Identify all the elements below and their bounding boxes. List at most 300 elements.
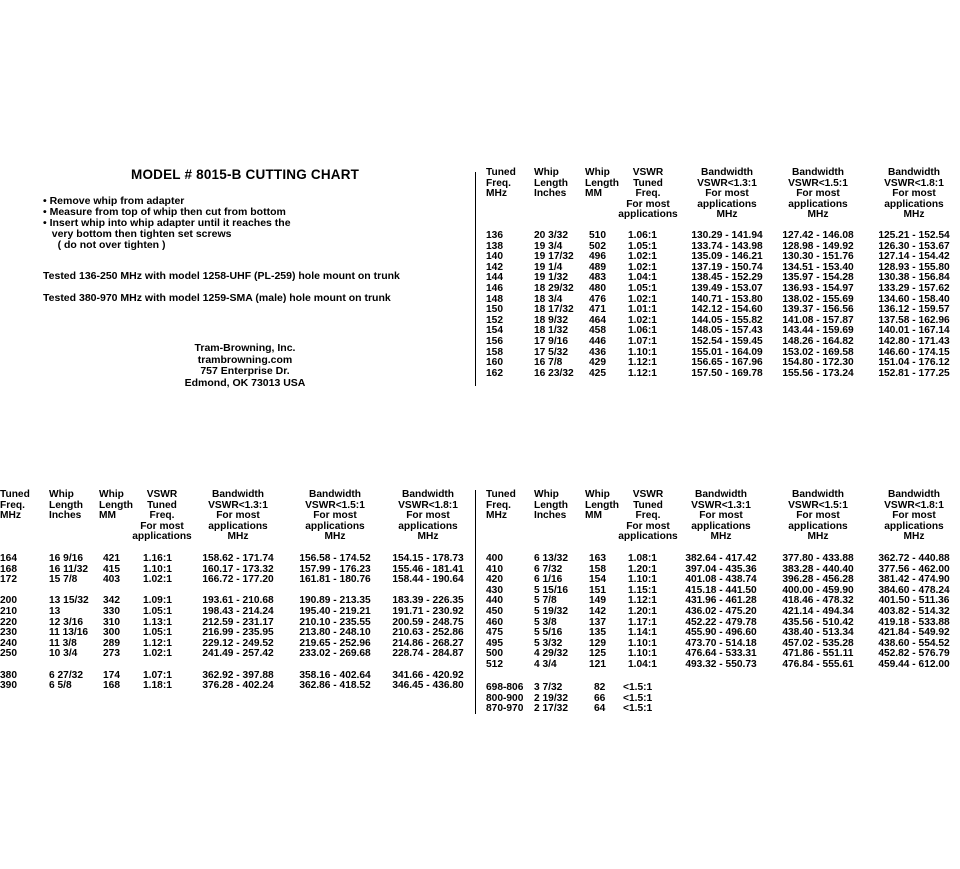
- column-bw15: [773, 554, 863, 671]
- table-cell: 476.64 - 533.31: [685, 648, 757, 660]
- table-cell: 1.02:1: [628, 251, 657, 263]
- table-cell: 82: [594, 682, 606, 693]
- table-cell: [103, 660, 120, 671]
- table-cell: 15 7/8: [49, 574, 78, 586]
- column-length-in: [534, 554, 568, 671]
- table-cell: 135: [589, 627, 606, 639]
- table-cell: [383, 660, 473, 671]
- column-bw15: [773, 231, 863, 379]
- table-cell: 2 17/32: [534, 703, 568, 715]
- table-cell: 142.80 - 171.43: [878, 335, 950, 347]
- table-cell: 195.40 - 219.21: [299, 605, 371, 617]
- table-cell: 400: [486, 553, 503, 564]
- table-cell: 512: [486, 658, 503, 670]
- table-cell: 148.26 - 164.82: [782, 335, 854, 347]
- table-cell: 19 17/32: [534, 251, 574, 263]
- table-cell: 134.51 - 153.40: [782, 261, 854, 273]
- header-vswr: VSWR Tuned Freq. For most applications: [618, 489, 678, 543]
- header-bw18: Bandwidth VSWR<1.8:1 For most applications MHz: [884, 167, 944, 221]
- address-line: trambrowning.com: [197, 353, 293, 366]
- table-cell: 1.10:1: [628, 346, 657, 358]
- table-cell: 174: [103, 669, 120, 681]
- table-cell: 142: [486, 261, 503, 273]
- table-cell: 1.07:1: [628, 335, 657, 347]
- table-cell: 341.66 - 420.92: [392, 669, 464, 681]
- table-cell: 128.98 - 149.92: [782, 240, 854, 252]
- table-cell: 5 19/32: [534, 605, 568, 617]
- table-cell: 152.81 - 177.25: [878, 367, 950, 379]
- table-cell: 151: [589, 584, 606, 596]
- divider-top: [475, 172, 476, 386]
- table-cell: 142.12 - 154.60: [691, 304, 763, 316]
- table-cell: 330: [103, 605, 120, 617]
- table-cell: 3 7/32: [534, 682, 563, 693]
- table-cell: 155.56 - 173.24: [782, 367, 854, 379]
- column-vswr-extra: [623, 683, 652, 715]
- table-cell: 1.12:1: [143, 637, 172, 649]
- table-cell: 16 7/8: [534, 357, 563, 369]
- table-cell: 229.12 - 249.52: [202, 637, 274, 649]
- table-cell: 17 5/32: [534, 346, 568, 358]
- table-cell: 446: [589, 335, 606, 347]
- table-cell: 415.18 - 441.50: [685, 584, 757, 596]
- table-cell: 127.42 - 146.08: [782, 230, 854, 241]
- table-cell: 436.02 - 475.20: [685, 605, 757, 617]
- table-cell: 148: [486, 293, 503, 305]
- table-cell: 1.20:1: [628, 605, 657, 617]
- table-cell: 430: [486, 584, 503, 596]
- table-cell: 172: [0, 574, 17, 586]
- table-cell: 425: [589, 367, 606, 379]
- table-cell: 1.07:1: [143, 669, 172, 681]
- table-cell: 471: [589, 304, 606, 316]
- table-cell: 476.84 - 555.61: [782, 658, 854, 670]
- table-cell: 198.43 - 214.24: [202, 605, 274, 617]
- table-cell: 1.16:1: [143, 553, 172, 564]
- table-cell: 1.02:1: [628, 314, 657, 326]
- table-cell: 420: [486, 574, 503, 586]
- table-cell: 18 3/4: [534, 293, 563, 305]
- header-bw15: Bandwidth VSWR<1.5:1 For most applications MHz: [788, 167, 848, 221]
- table-cell: 128.93 - 155.80: [878, 261, 950, 273]
- table-cell: 152: [486, 314, 503, 326]
- table-cell: 168: [103, 680, 120, 692]
- table-cell: 460: [486, 616, 503, 628]
- table-cell: 168: [0, 563, 17, 575]
- table-cell: 1.10:1: [628, 574, 657, 586]
- table-cell: 213.80 - 248.10: [299, 627, 371, 639]
- table-cell: 1.05:1: [143, 605, 172, 617]
- column-vswr: [628, 231, 657, 379]
- table-cell: 157.50 - 169.78: [691, 367, 763, 379]
- table-cell: 11 3/8: [49, 637, 77, 649]
- address-line: 757 Enterprise Dr.: [200, 365, 290, 377]
- table-cell: 18 29/32: [534, 282, 574, 294]
- column-freq-extra: [486, 683, 523, 715]
- table-cell: 455.90 - 496.60: [685, 627, 757, 639]
- table-cell: 483: [589, 272, 606, 284]
- table-cell: 154: [589, 574, 606, 586]
- table-cell: 158.62 - 171.74: [202, 553, 274, 564]
- column-bw13: [676, 554, 766, 671]
- table-cell: 214.86 - 268.27: [392, 637, 464, 649]
- table-cell: 156.58 - 174.52: [299, 553, 371, 564]
- table-cell: 800-900: [486, 692, 524, 704]
- table-cell: 1.10:1: [628, 648, 657, 660]
- table-cell: 382.64 - 417.42: [685, 553, 757, 564]
- table-cell: 138: [486, 240, 503, 252]
- table-cell: 5 5/16: [534, 627, 563, 639]
- table-cell: 6 27/32: [49, 669, 83, 681]
- header-length-in: Whip Length Inches: [49, 489, 83, 522]
- table-cell: 219.65 - 252.96: [299, 637, 371, 649]
- table-cell: 64: [594, 703, 606, 715]
- table-cell: 143.44 - 159.69: [782, 325, 854, 337]
- table-cell: 6 5/8: [49, 680, 72, 692]
- table-cell: 160: [486, 357, 503, 369]
- table-cell: 210.63 - 252.86: [392, 627, 464, 639]
- table-cell: 1.01:1: [628, 304, 657, 316]
- column-bw18: [869, 554, 959, 671]
- header-vswr: VSWR Tuned Freq. For most applications: [132, 489, 192, 543]
- table-cell: 431.96 - 461.28: [685, 595, 757, 607]
- table-cell: 212.59 - 231.17: [202, 616, 274, 628]
- table-cell: 384.60 - 478.24: [878, 584, 950, 596]
- table-cell: [290, 660, 380, 671]
- table-cell: 20 3/32: [534, 230, 568, 241]
- table-cell: 1.09:1: [143, 595, 172, 607]
- header-length-mm: Whip Length MM: [585, 167, 619, 200]
- table-cell: 150: [486, 304, 503, 316]
- table-cell: 1.18:1: [143, 680, 172, 692]
- instruction-line: • Measure from top of whip then cut from bottom: [43, 206, 286, 218]
- header-freq: Tuned Freq. MHz: [486, 167, 516, 200]
- instruction-line: • Insert whip into whip adapter until it reaches the: [43, 217, 291, 229]
- table-cell: 2 19/32: [534, 692, 568, 704]
- table-cell: 157.99 - 176.23: [299, 563, 371, 575]
- table-cell: 440: [486, 595, 503, 607]
- table-cell: 415: [103, 563, 120, 575]
- table-cell: 250: [0, 648, 17, 660]
- header-bw15: Bandwidth VSWR<1.5:1 For most applications MHz: [305, 489, 365, 543]
- table-cell: 1.10:1: [628, 637, 657, 649]
- table-cell: 502: [589, 240, 606, 252]
- table-cell: 1.20:1: [628, 563, 657, 575]
- table-cell: 233.02 - 269.68: [299, 648, 371, 660]
- table-cell: 191.71 - 230.92: [392, 605, 464, 617]
- table-cell: 220: [0, 616, 17, 628]
- table-cell: 1.15:1: [628, 584, 657, 596]
- table-cell: 1.14:1: [628, 627, 657, 639]
- table-cell: 136.12 - 159.57: [878, 304, 950, 316]
- table-cell: 16 23/32: [534, 367, 574, 379]
- table-cell: 146.60 - 174.15: [878, 346, 950, 358]
- table-cell: 134.60 - 158.40: [878, 293, 950, 305]
- table-cell: 480: [589, 282, 606, 294]
- table-cell: 377.56 - 462.00: [878, 563, 950, 575]
- table-cell: 421: [103, 553, 120, 564]
- table-cell: 493.32 - 550.73: [685, 658, 757, 670]
- header-freq: Tuned Freq. MHz: [486, 489, 516, 522]
- table-cell: 1.10:1: [143, 563, 172, 575]
- table-cell: 4 3/4: [534, 658, 557, 670]
- table-cell: 510: [589, 230, 606, 241]
- table-cell: 156.65 - 167.96: [691, 357, 763, 369]
- table-cell: 135.97 - 154.28: [782, 272, 854, 284]
- table-cell: 130.29 - 141.94: [691, 230, 763, 241]
- table-cell: 148.05 - 157.43: [691, 325, 763, 337]
- table-cell: 4 29/32: [534, 648, 568, 660]
- divider-bottom: [475, 490, 476, 714]
- table-cell: 210: [0, 605, 17, 617]
- header-bw18: Bandwidth VSWR<1.8:1 For most applications MHz: [884, 489, 944, 543]
- table-cell: 139.49 - 153.07: [691, 282, 763, 294]
- table-cell: 152.54 - 159.45: [691, 335, 763, 347]
- table-cell: 362.72 - 440.88: [878, 553, 950, 564]
- table-cell: 19 1/32: [534, 272, 568, 284]
- table-cell: [143, 660, 172, 671]
- column-freq: [486, 231, 503, 379]
- table-cell: 5 15/16: [534, 584, 568, 596]
- table-cell: 342: [103, 595, 120, 607]
- header-bw15: Bandwidth VSWR<1.5:1 For most applications MHz: [788, 489, 848, 543]
- table-cell: 401.50 - 511.36: [878, 595, 950, 607]
- table-cell: 452.82 - 576.79: [878, 648, 950, 660]
- header-freq: Tuned Freq. MHz: [0, 489, 30, 522]
- table-cell: 140.71 - 153.80: [691, 293, 763, 305]
- column-bw13: [682, 231, 772, 379]
- column-length-in-extra: [534, 683, 568, 715]
- column-freq: [0, 554, 17, 692]
- table-cell: 161.81 - 180.76: [299, 574, 371, 586]
- chart-title: MODEL # 8015-B CUTTING CHART: [131, 167, 360, 182]
- table-cell: 210.10 - 235.55: [299, 616, 371, 628]
- table-cell: 1.12:1: [628, 367, 657, 379]
- table-cell: 377.80 - 433.88: [782, 553, 854, 564]
- table-cell: 138.45 - 152.29: [691, 272, 763, 284]
- table-cell: 154.15 - 178.73: [392, 553, 464, 564]
- table-cell: 429: [589, 357, 606, 369]
- table-cell: 1.05:1: [628, 240, 657, 252]
- instruction-line: • Remove whip from adapter: [43, 195, 185, 207]
- table-cell: 403.82 - 514.32: [878, 605, 950, 617]
- table-cell: 18 9/32: [534, 314, 568, 326]
- table-cell: 1.02:1: [143, 648, 172, 660]
- table-cell: 135.09 - 146.21: [691, 251, 763, 263]
- table-cell: 358.16 - 402.64: [299, 669, 371, 681]
- table-cell: 401.08 - 438.74: [685, 574, 757, 586]
- table-cell: 397.04 - 435.36: [685, 563, 757, 575]
- table-cell: 1.05:1: [628, 282, 657, 294]
- table-cell: 149: [589, 595, 606, 607]
- column-bw15: [290, 554, 380, 692]
- table-cell: 310: [103, 616, 120, 628]
- table-cell: 1.02:1: [143, 574, 172, 586]
- table-cell: 216.99 - 235.95: [202, 627, 274, 639]
- table-cell: 457.02 - 535.28: [782, 637, 854, 649]
- table-cell: 459.44 - 612.00: [878, 658, 950, 670]
- table-cell: 1.13:1: [143, 616, 172, 628]
- table-cell: 1.17:1: [628, 616, 657, 628]
- table-cell: 6 1/16: [534, 574, 563, 586]
- table-cell: 396.28 - 456.28: [782, 574, 854, 586]
- table-cell: 12 3/16: [49, 616, 83, 628]
- table-cell: 163: [589, 553, 606, 564]
- table-cell: 418.46 - 478.32: [782, 595, 854, 607]
- table-cell: 5 7/8: [534, 595, 557, 607]
- table-cell: 230: [0, 627, 17, 639]
- table-cell: 141.08 - 157.87: [782, 314, 854, 326]
- table-cell: 435.56 - 510.42: [782, 616, 854, 628]
- table-cell: 1.05:1: [143, 627, 172, 639]
- table-cell: 142: [589, 605, 606, 617]
- table-cell: 383.28 - 440.40: [782, 563, 854, 575]
- table-cell: 421.84 - 549.92: [878, 627, 950, 639]
- table-cell: 160.17 - 173.32: [202, 563, 274, 575]
- table-cell: 1.06:1: [628, 230, 657, 241]
- table-cell: 200: [0, 595, 17, 607]
- table-cell: 13 15/32: [49, 595, 89, 607]
- table-cell: 136: [486, 230, 503, 241]
- header-length-mm: Whip Length MM: [99, 489, 133, 522]
- table-cell: 158.44 - 190.64: [392, 574, 464, 586]
- table-cell: 130.38 - 156.84: [878, 272, 950, 284]
- table-cell: 400.00 - 459.90: [782, 584, 854, 596]
- table-cell: <1.5:1: [623, 682, 653, 693]
- table-cell: 390: [0, 680, 17, 692]
- table-cell: 458: [589, 325, 606, 337]
- table-cell: 138.02 - 155.69: [782, 293, 854, 305]
- table-cell: 473.70 - 514.18: [685, 637, 757, 649]
- table-cell: 300: [103, 627, 120, 639]
- address-line: Edmond, OK 73013 USA: [184, 376, 306, 389]
- table-cell: 164: [0, 553, 17, 564]
- header-bw13: Bandwidth VSWR<1.3:1 For most applications MHz: [691, 489, 751, 543]
- column-length-mm: [589, 554, 606, 671]
- header-length-mm: Whip Length MM: [585, 489, 619, 522]
- table-cell: 500: [486, 648, 503, 660]
- table-cell: 200.59 - 248.75: [392, 616, 464, 628]
- table-cell: [49, 660, 89, 671]
- table-cell: 125.21 - 152.54: [878, 230, 950, 241]
- column-freq: [486, 554, 503, 671]
- company-address: [160, 343, 330, 389]
- header-length-in: Whip Length Inches: [534, 489, 568, 522]
- table-cell: 183.39 - 226.35: [392, 595, 464, 607]
- table-cell: 471.86 - 551.11: [782, 648, 854, 660]
- column-bw18: [869, 231, 959, 379]
- table-cell: 129: [589, 637, 606, 649]
- table-cell: 346.45 - 436.80: [392, 680, 464, 692]
- instructions: [43, 196, 291, 251]
- table-cell: 18 17/32: [534, 304, 574, 316]
- table-cell: 154.80 - 172.30: [782, 357, 854, 369]
- table-cell: 121: [589, 658, 606, 670]
- table-cell: 140.01 - 167.14: [878, 325, 950, 337]
- table-cell: 495: [486, 637, 503, 649]
- table-cell: 421.14 - 494.34: [782, 605, 854, 617]
- table-cell: 362.86 - 418.52: [299, 680, 371, 692]
- table-cell: 19 3/4: [534, 240, 563, 252]
- table-cell: 410: [486, 563, 503, 575]
- table-cell: 452.22 - 479.78: [685, 616, 757, 628]
- table-cell: 273: [103, 648, 120, 660]
- tested-note-sma: Tested 380-970 MHz with model 1259-SMA (male) hole mount on trunk: [43, 292, 391, 304]
- table-cell: 6 7/32: [534, 563, 563, 575]
- table-cell: 137.19 - 150.74: [691, 261, 763, 273]
- table-cell: 127.14 - 154.42: [878, 251, 950, 263]
- header-length-in: Whip Length Inches: [534, 167, 568, 200]
- column-vswr: [143, 554, 172, 692]
- header-bw13: Bandwidth VSWR<1.3:1 For most applications MHz: [697, 167, 757, 221]
- table-cell: 125: [589, 648, 606, 660]
- table-cell: 240: [0, 637, 17, 649]
- table-cell: 376.28 - 402.24: [202, 680, 274, 692]
- table-cell: 16 9/16: [49, 553, 83, 564]
- table-cell: 19 1/4: [534, 261, 563, 273]
- table-cell: 155.46 - 181.41: [392, 563, 464, 575]
- table-cell: 1.12:1: [628, 595, 657, 607]
- instruction-line: ( do not over tighten ): [43, 239, 166, 251]
- table-cell: 362.92 - 397.88: [202, 669, 274, 681]
- table-cell: 870-970: [486, 703, 524, 715]
- table-cell: 139.37 - 156.56: [782, 304, 854, 316]
- table-cell: 1.02:1: [628, 261, 657, 273]
- header-vswr: VSWR Tuned Freq. For most applications: [618, 167, 678, 221]
- table-cell: 136.93 - 154.97: [782, 282, 854, 294]
- table-cell: 403: [103, 574, 120, 586]
- table-cell: 438.60 - 554.52: [878, 637, 950, 649]
- header-bw13: Bandwidth VSWR<1.3:1 For most applications MHz: [208, 489, 268, 543]
- column-length-in: [534, 231, 574, 379]
- table-cell: <1.5:1: [623, 692, 653, 704]
- table-cell: 450: [486, 605, 503, 617]
- table-cell: 154: [486, 325, 503, 337]
- table-cell: 66: [594, 692, 606, 704]
- table-cell: 18 1/32: [534, 325, 568, 337]
- table-cell: 158: [589, 563, 606, 575]
- table-cell: 190.89 - 213.35: [299, 595, 371, 607]
- table-cell: 476: [589, 293, 606, 305]
- table-cell: [193, 660, 283, 671]
- table-cell: 380: [0, 669, 17, 681]
- column-vswr: [628, 554, 657, 671]
- table-cell: 155.01 - 164.09: [691, 346, 763, 358]
- table-cell: 438.40 - 513.34: [782, 627, 854, 639]
- table-cell: 10 3/4: [49, 648, 78, 660]
- table-cell: 126.30 - 153.67: [878, 240, 950, 252]
- table-cell: 144.05 - 155.82: [691, 314, 763, 326]
- table-cell: 146: [486, 282, 503, 294]
- table-cell: 289: [103, 637, 120, 649]
- column-bw13: [193, 554, 283, 692]
- table-cell: 137.58 - 162.96: [878, 314, 950, 326]
- header-bw18: Bandwidth VSWR<1.8:1 For most applications MHz: [398, 489, 458, 543]
- table-cell: 1.08:1: [628, 553, 657, 564]
- table-cell: 381.42 - 474.90: [878, 574, 950, 586]
- table-cell: 698-806: [486, 682, 524, 693]
- table-cell: 1.04:1: [628, 658, 657, 670]
- table-cell: 153.02 - 169.58: [782, 346, 854, 358]
- table-cell: 6 13/32: [534, 553, 568, 564]
- instruction-line: very bottom then tighten set screws: [43, 228, 232, 240]
- table-cell: 193.61 - 210.68: [202, 595, 274, 607]
- table-cell: 140: [486, 251, 503, 263]
- table-cell: 166.72 - 177.20: [202, 574, 274, 586]
- table-cell: 156: [486, 335, 503, 347]
- table-cell: 1.04:1: [628, 272, 657, 284]
- table-cell: 496: [589, 251, 606, 263]
